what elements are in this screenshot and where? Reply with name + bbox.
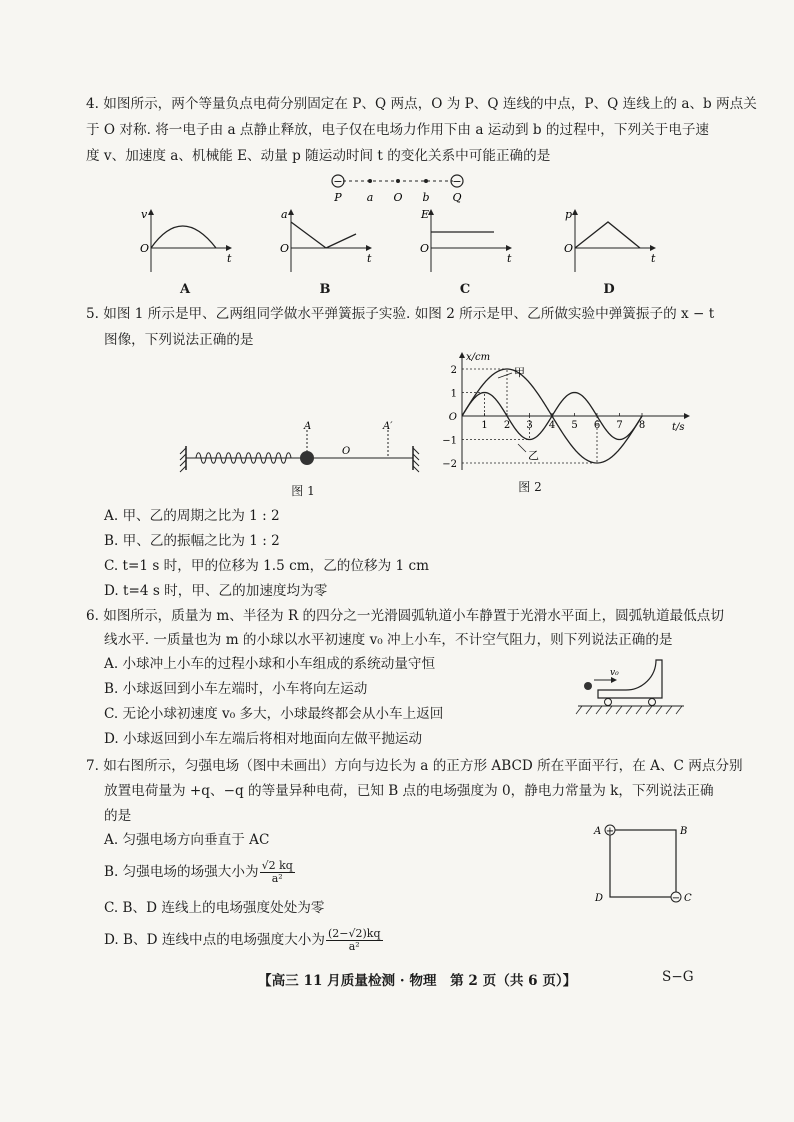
point-b-dot bbox=[424, 179, 428, 183]
svg-text:O: O bbox=[140, 242, 150, 255]
svg-text:O: O bbox=[280, 242, 290, 255]
q7-stem-line3: 的是 bbox=[104, 808, 132, 824]
svg-text:t: t bbox=[651, 252, 656, 265]
q5-fig1-caption: 图 1 bbox=[291, 484, 315, 498]
q4-stem-line1: 4. 如图所示，两个等量负点电荷分别固定在 P、Q 两点，O 为 P、Q 连线的中点，P、Q 连线上的 a、b 两点关 bbox=[86, 96, 757, 112]
label-o: O bbox=[393, 191, 403, 204]
x-tick-label: 2 bbox=[503, 420, 511, 431]
q7-stem-line1: 7. 如右图所示，匀强电场（图中未画出）方向与边长为 a 的正方形 ABCD 所在平面平行，在 A、C 两点分别 bbox=[86, 758, 743, 774]
q5-option-d: D. t=4 s 时，甲、乙的加速度均为零 bbox=[104, 583, 328, 599]
v0-label: v₀ bbox=[610, 668, 619, 678]
svg-text:E: E bbox=[421, 208, 430, 221]
label-O: O bbox=[342, 446, 351, 457]
svg-text:O: O bbox=[420, 242, 430, 255]
q4-stem-line2: 于 O 对称. 将一电子由 a 点静止释放，电子仅在电场力作用下由 a 运动到 b 的过程中，下列关于电子速 bbox=[86, 122, 710, 138]
charge-p-sign: − bbox=[333, 175, 343, 188]
svg-text:p: p bbox=[565, 208, 573, 221]
y-tick-label: 1 bbox=[450, 388, 457, 400]
y-tick-label: O bbox=[448, 412, 457, 423]
q6-option-a: A. 小球冲上小车的过程小球和小车组成的系统动量守恒 bbox=[104, 656, 436, 672]
momentum-line bbox=[575, 222, 640, 248]
q4-graph-d-caption: D bbox=[603, 282, 615, 297]
paper-code: S−G bbox=[662, 969, 694, 985]
svg-text:O: O bbox=[564, 242, 574, 255]
x-tick-label: 7 bbox=[616, 420, 623, 431]
q4-graph-a-caption: A bbox=[179, 282, 191, 297]
q7-stem-line2: 放置电荷量为 +q、−q 的等量异种电荷，已知 B 点的电场强度为 0，静电力常量为 k，下列说法正确 bbox=[104, 783, 714, 799]
y-tick-label: −2 bbox=[442, 459, 457, 470]
minus-sign: − bbox=[671, 893, 681, 904]
q4-graph-c bbox=[416, 208, 516, 278]
accel-line-down bbox=[291, 222, 326, 248]
svg-text:a: a bbox=[281, 208, 288, 221]
vertex-d: D bbox=[595, 893, 604, 904]
velocity-curve bbox=[151, 226, 216, 248]
q5-option-a: A. 甲、乙的周期之比为 1 : 2 bbox=[104, 508, 280, 524]
point-o-dot bbox=[396, 179, 400, 183]
plus-sign: + bbox=[605, 826, 615, 837]
q5-option-c: C. t=1 s 时，甲的位移为 1.5 cm，乙的位移为 1 cm bbox=[104, 558, 429, 574]
q6-option-b: B. 小球返回到小车左端时，小车将向左运动 bbox=[104, 681, 368, 697]
q7-option-d: D. B、D 连线中点的电场强度大小为 $\frac{(2-√2)kq}{\text{a²}}$ bbox=[104, 927, 381, 953]
arc-cart-body bbox=[598, 660, 662, 698]
q4-charge-axis-figure bbox=[325, 170, 475, 206]
q6-stem-line2: 线水平. 一质量也为 m 的小球以水平初速度 v₀ 冲上小车，不计空气阻力，则下列说法正确的是 bbox=[104, 632, 673, 648]
q7-option-b: B. 匀强电场的场强大小为 $\frac{√2 kq}{\text{a²}}$ bbox=[104, 859, 293, 885]
series-jia-label: 甲 bbox=[514, 366, 525, 379]
q5-fig1-spring-oscillator bbox=[176, 418, 436, 488]
vertex-a: A bbox=[594, 826, 602, 837]
label-b: b bbox=[422, 191, 430, 204]
q6-option-c: C. 无论小球初速度 v₀ 多大，小球最终都会从小车上返回 bbox=[104, 706, 444, 722]
x-tick-label: 6 bbox=[593, 420, 601, 431]
x-tick-label: 1 bbox=[481, 420, 488, 431]
q5-stem-line2: 图像，下列说法正确的是 bbox=[104, 332, 254, 348]
label-q: Q bbox=[452, 191, 462, 204]
small-ball bbox=[584, 682, 592, 690]
q7-option-c: C. B、D 连线上的电场强度处处为零 bbox=[104, 900, 325, 916]
label-A-prime: A′ bbox=[383, 421, 393, 432]
q4-graph-d bbox=[560, 208, 660, 278]
x-tick-label: 8 bbox=[638, 420, 646, 431]
q5-fig2-xt-graph bbox=[440, 346, 700, 476]
x-tick-label: 4 bbox=[548, 420, 556, 431]
y-axis-label: x/cm bbox=[466, 352, 491, 363]
q7-option-a: A. 匀强电场方向垂直于 AC bbox=[104, 832, 270, 848]
square-abcd bbox=[610, 830, 676, 897]
vertex-c: C bbox=[684, 893, 692, 904]
vertex-b: B bbox=[680, 826, 688, 837]
series-yi-label: 乙 bbox=[528, 449, 539, 462]
q4-graph-b-caption: B bbox=[319, 282, 331, 297]
q5-option-b: B. 甲、乙的振幅之比为 1 : 2 bbox=[104, 533, 280, 549]
q7-square-figure bbox=[592, 820, 692, 910]
cart-wheel-left bbox=[605, 699, 612, 706]
page-footer: 【高三 11 月质量检测 · 物理 第 2 页（共 6 页）】 bbox=[258, 973, 577, 989]
charge-q-sign: − bbox=[452, 175, 462, 188]
point-a-dot bbox=[368, 179, 372, 183]
q4-graph-a bbox=[136, 208, 236, 278]
q5-fig2-caption: 图 2 bbox=[518, 480, 542, 494]
q7-option-b-fraction: $\frac{√2 kq}{\text{a²}}$ bbox=[261, 859, 293, 885]
q4-graph-b bbox=[276, 208, 376, 278]
x-tick-label: 3 bbox=[526, 420, 533, 431]
accel-line-up bbox=[326, 234, 356, 248]
svg-text:t: t bbox=[367, 252, 372, 265]
x-axis-label: t/s bbox=[672, 422, 685, 433]
x-tick-label: 5 bbox=[571, 420, 578, 431]
q6-cart-figure bbox=[570, 648, 690, 720]
q6-option-d: D. 小球返回到小车左端后将相对地面向左做平抛运动 bbox=[104, 731, 423, 747]
q7-option-d-fraction: $\frac{(2-√2)kq}{\text{a²}}$ bbox=[327, 927, 381, 953]
y-tick-label: 2 bbox=[450, 365, 457, 376]
y-tick-label: −1 bbox=[442, 435, 457, 447]
q4-graph-c-caption: C bbox=[459, 282, 471, 297]
cart-wheel-right bbox=[649, 699, 656, 706]
q6-stem-line1: 6. 如图所示，质量为 m、半径为 R 的四分之一光滑圆弧轨道小车静置于光滑水平面上，圆弧轨道最低点切 bbox=[86, 608, 724, 624]
label-p: P bbox=[334, 191, 342, 204]
svg-text:t: t bbox=[507, 252, 512, 265]
svg-text:t: t bbox=[227, 252, 232, 265]
label-A: A bbox=[304, 421, 312, 432]
oscillator-ball bbox=[300, 451, 314, 465]
label-a: a bbox=[366, 191, 374, 204]
svg-text:v: v bbox=[141, 208, 148, 221]
q4-stem-line3: 度 v、加速度 a、机械能 E、动量 p 随运动时间 t 的变化关系中可能正确的是 bbox=[86, 148, 551, 164]
q5-stem-line1: 5. 如图 1 所示是甲、乙两组同学做水平弹簧振子实验. 如图 2 所示是甲、乙所做实验中弹簧振子的 x − t bbox=[86, 306, 715, 322]
